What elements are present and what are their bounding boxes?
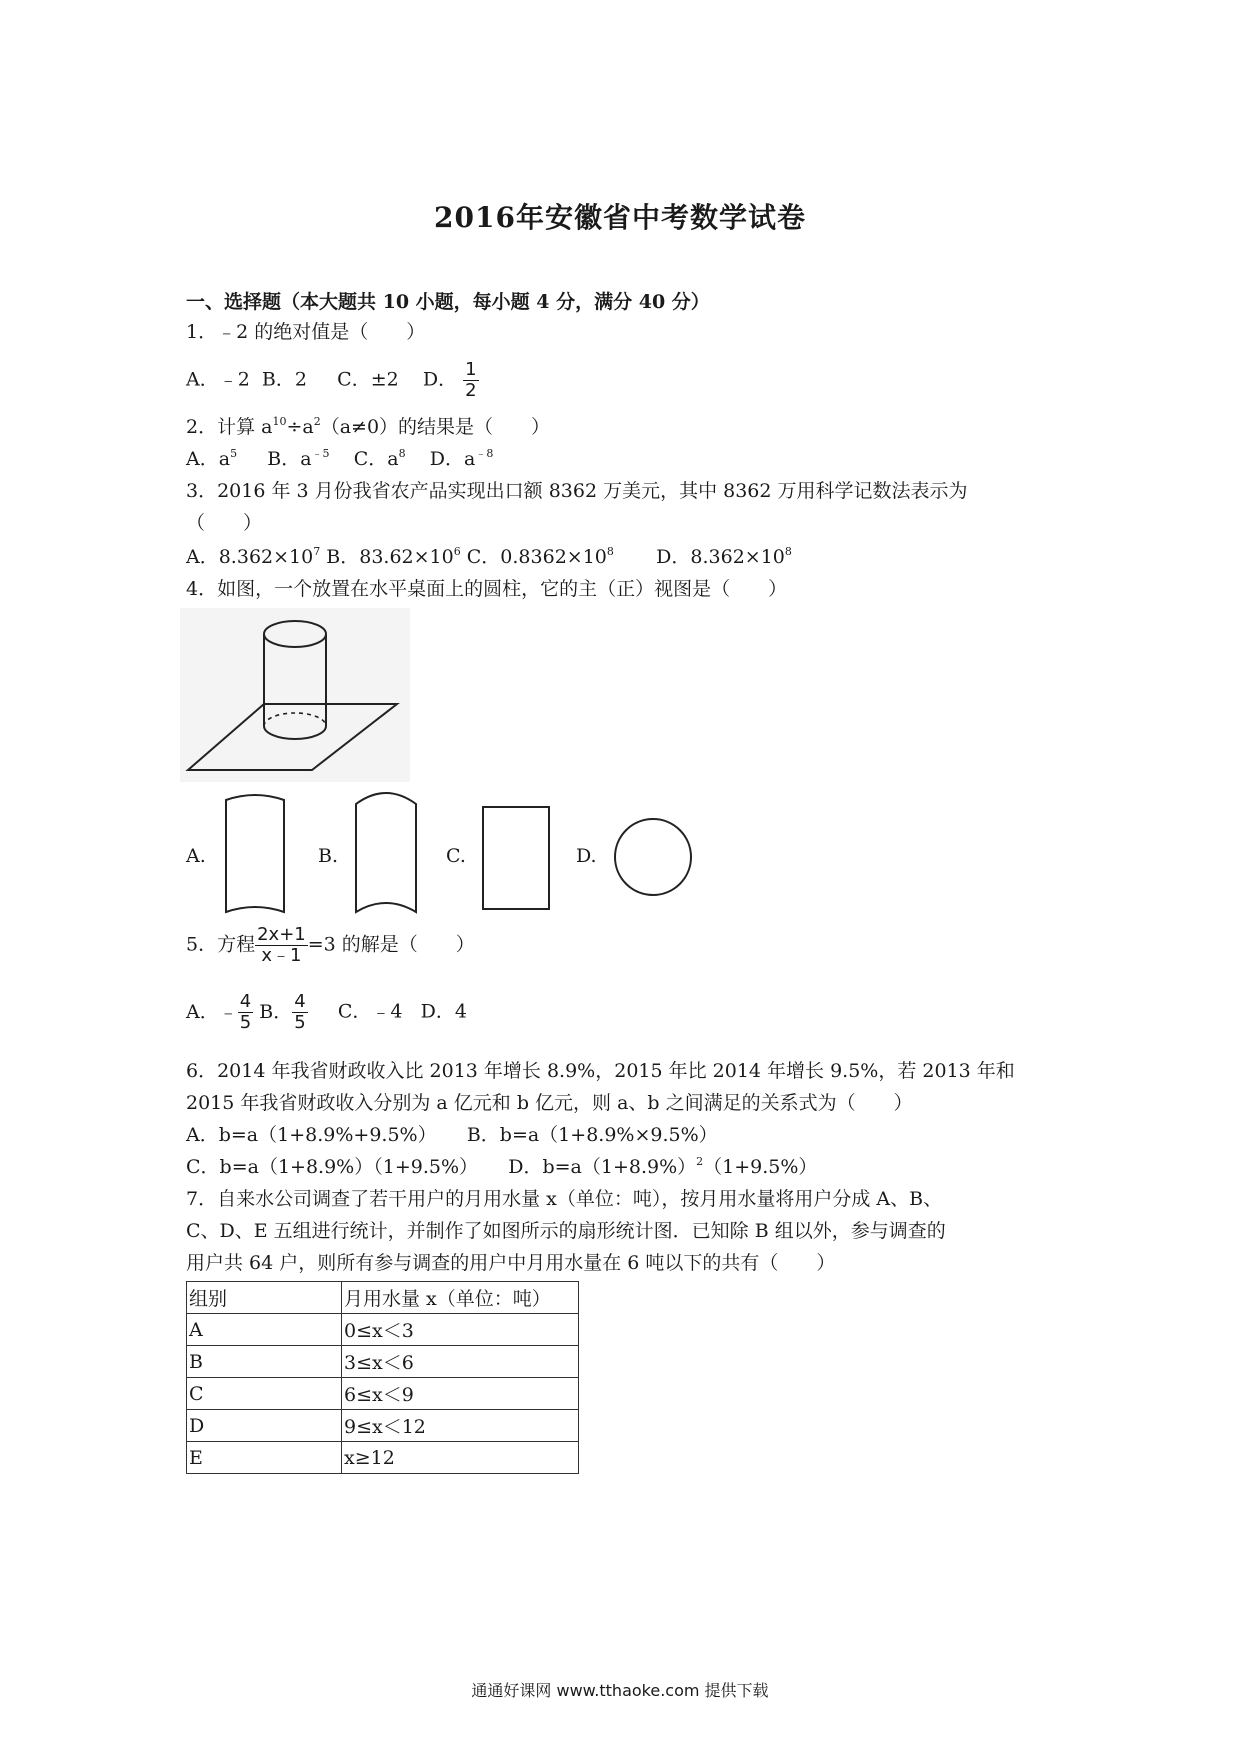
q3-option-a: A．$8.362\times 10^7$ [186,545,321,568]
q1-option-b: B．2 [261,368,307,391]
q1-option-d: D． [422,368,458,391]
q3-option-d: D．$8.362\times 10^8$ [656,545,792,568]
q3-stem: 3．2016 年 3 月份我省农产品实现出口额 8362 万美元，其中 8362 万用科学记数法表示为 [186,480,968,502]
q2-option-a: A．$a^5$ [186,447,238,470]
q6-options-cd [186,1152,817,1179]
q5-option-a: A．﹣ $\frac{4}{5}$ [186,991,252,1033]
q1-d-denominator: 2 [465,380,477,401]
page-title: 2016年安徽省中考数学试卷 [434,201,806,234]
table-cell-range: 3≤x＜6 [342,1346,579,1378]
q1-stem: 1．﹣2 的绝对值是（ ） [186,321,426,343]
q2-stem [186,412,550,439]
q6-option-c: C．b=a（1+8.9%）（1+9.5%） [186,1156,479,1178]
q2-stem-post: （a≠0）的结果是（ ） [320,416,551,438]
q5-equation-fraction [255,925,308,966]
table-cell-range: 0≤x＜3 [342,1314,579,1346]
table-row [187,1378,579,1410]
q1-options [186,360,479,401]
q7-line-1: 7．自来水公司调查了若干用户的月用水量 x（单位：吨），按月用水量将用户分成 A、B、 [186,1188,943,1210]
table-header-usage: 月用水量 x（单位：吨） [342,1282,579,1314]
q3-option-c: C．$0.8362\times 10^8$ [466,545,614,568]
page-footer: 通通好课网 www.tthaoke.com 提供下载 [471,1681,769,1700]
table-cell-group: B [187,1346,342,1378]
q2-stem-pre: 2．计算 a [186,416,273,438]
q1-d-fraction [463,360,478,401]
q3-paren: （ ） [186,512,263,534]
q6-option-b: B．b=a（1+8.9%×9.5%） [466,1124,718,1146]
water-usage-group-table [186,1281,579,1474]
option-c-rectangle-icon [480,804,552,912]
q2-option-d: D．$a^{﹣8}$ [429,447,494,470]
q5-option-d: D．4 [420,1000,467,1023]
q2-options [186,444,493,471]
q2-option-b: B．$a^{﹣5}$ [267,447,330,470]
q6-options-ab [186,1120,718,1147]
q2-exponent-10: 10 [272,415,287,428]
q1-option-a: A．﹣2 [186,368,250,391]
option-b-shape-icon [350,790,422,922]
q4-option-b-label: B. [318,845,339,867]
table-header-row [187,1282,579,1314]
q1-d-numerator: 1 [465,359,477,380]
table-cell-group: A [187,1314,342,1346]
q4-option-c-label: C. [446,845,466,867]
table-cell-range: 9≤x＜12 [342,1410,579,1442]
q5-option-b: B． $\frac{4}{5}$ [259,991,306,1033]
q5-stem-pre: 5．方程 [186,933,256,956]
q4-option-d-label: D. [576,845,597,867]
q4-option-a-label: A. [186,845,206,867]
q5-numerator: 2x+1 [257,924,306,945]
q6-line-1: 6．2014 年我省财政收入比 2013 年增长 8.9%，2015 年比 2014 年增长 9.5%，若 2013 年和 [186,1060,1015,1082]
q5-option-c: C．﹣4 [337,1000,403,1023]
q4-stem: 4．如图，一个放置在水平桌面上的圆柱，它的主（正）视图是（ ） [186,578,788,600]
table-header-group: 组别 [187,1282,342,1314]
q5-options [186,992,467,1033]
q6-option-d: D．$b=a(1+8.9\%)^2(1+9.5\%)$ [508,1155,818,1178]
q3-option-b: B．$83.62\times 10^6$ [326,545,461,568]
table-cell-range: x≥12 [342,1442,579,1474]
table-cell-group: E [187,1442,342,1474]
table-cell-group: D [187,1410,342,1442]
cylinder-on-table-figure [180,608,410,782]
q5-stem [186,925,475,966]
q2-exponent-2: 2 [313,415,321,428]
table-row [187,1410,579,1442]
table-cell-range: 6≤x＜9 [342,1378,579,1410]
table-row [187,1346,579,1378]
q3-options [186,542,792,569]
q2-option-c: C．$a^8$ [353,447,406,470]
q6-option-a: A．b=a（1+8.9%+9.5%） [186,1124,437,1146]
q6-line-2: 2015 年我省财政收入分别为 a 亿元和 b 亿元，则 a、b 之间满足的关系式为（ ） [186,1092,913,1114]
q7-line-2: C、D、E 五组进行统计，并制作了如图所示的扇形统计图．已知除 B 组以外，参与调查的 [186,1220,946,1242]
q1-option-c: C．±2 [337,368,399,391]
table-cell-group: C [187,1378,342,1410]
q7-line-3: 用户共 64 户，则所有参与调查的用户中月用水量在 6 吨以下的共有（ ） [186,1252,836,1274]
option-d-circle-icon [612,816,694,898]
table-row [187,1314,579,1346]
q2-stem-mid: ÷a [286,416,314,438]
option-a-shape-icon [220,790,290,922]
section-heading: 一、选择题（本大题共 10 小题，每小题 4 分，满分 40 分） [186,291,710,313]
table-row [187,1442,579,1474]
q5-stem-post: =3 的解是（ ） [307,933,475,956]
q5-denominator: x﹣1 [261,945,302,966]
